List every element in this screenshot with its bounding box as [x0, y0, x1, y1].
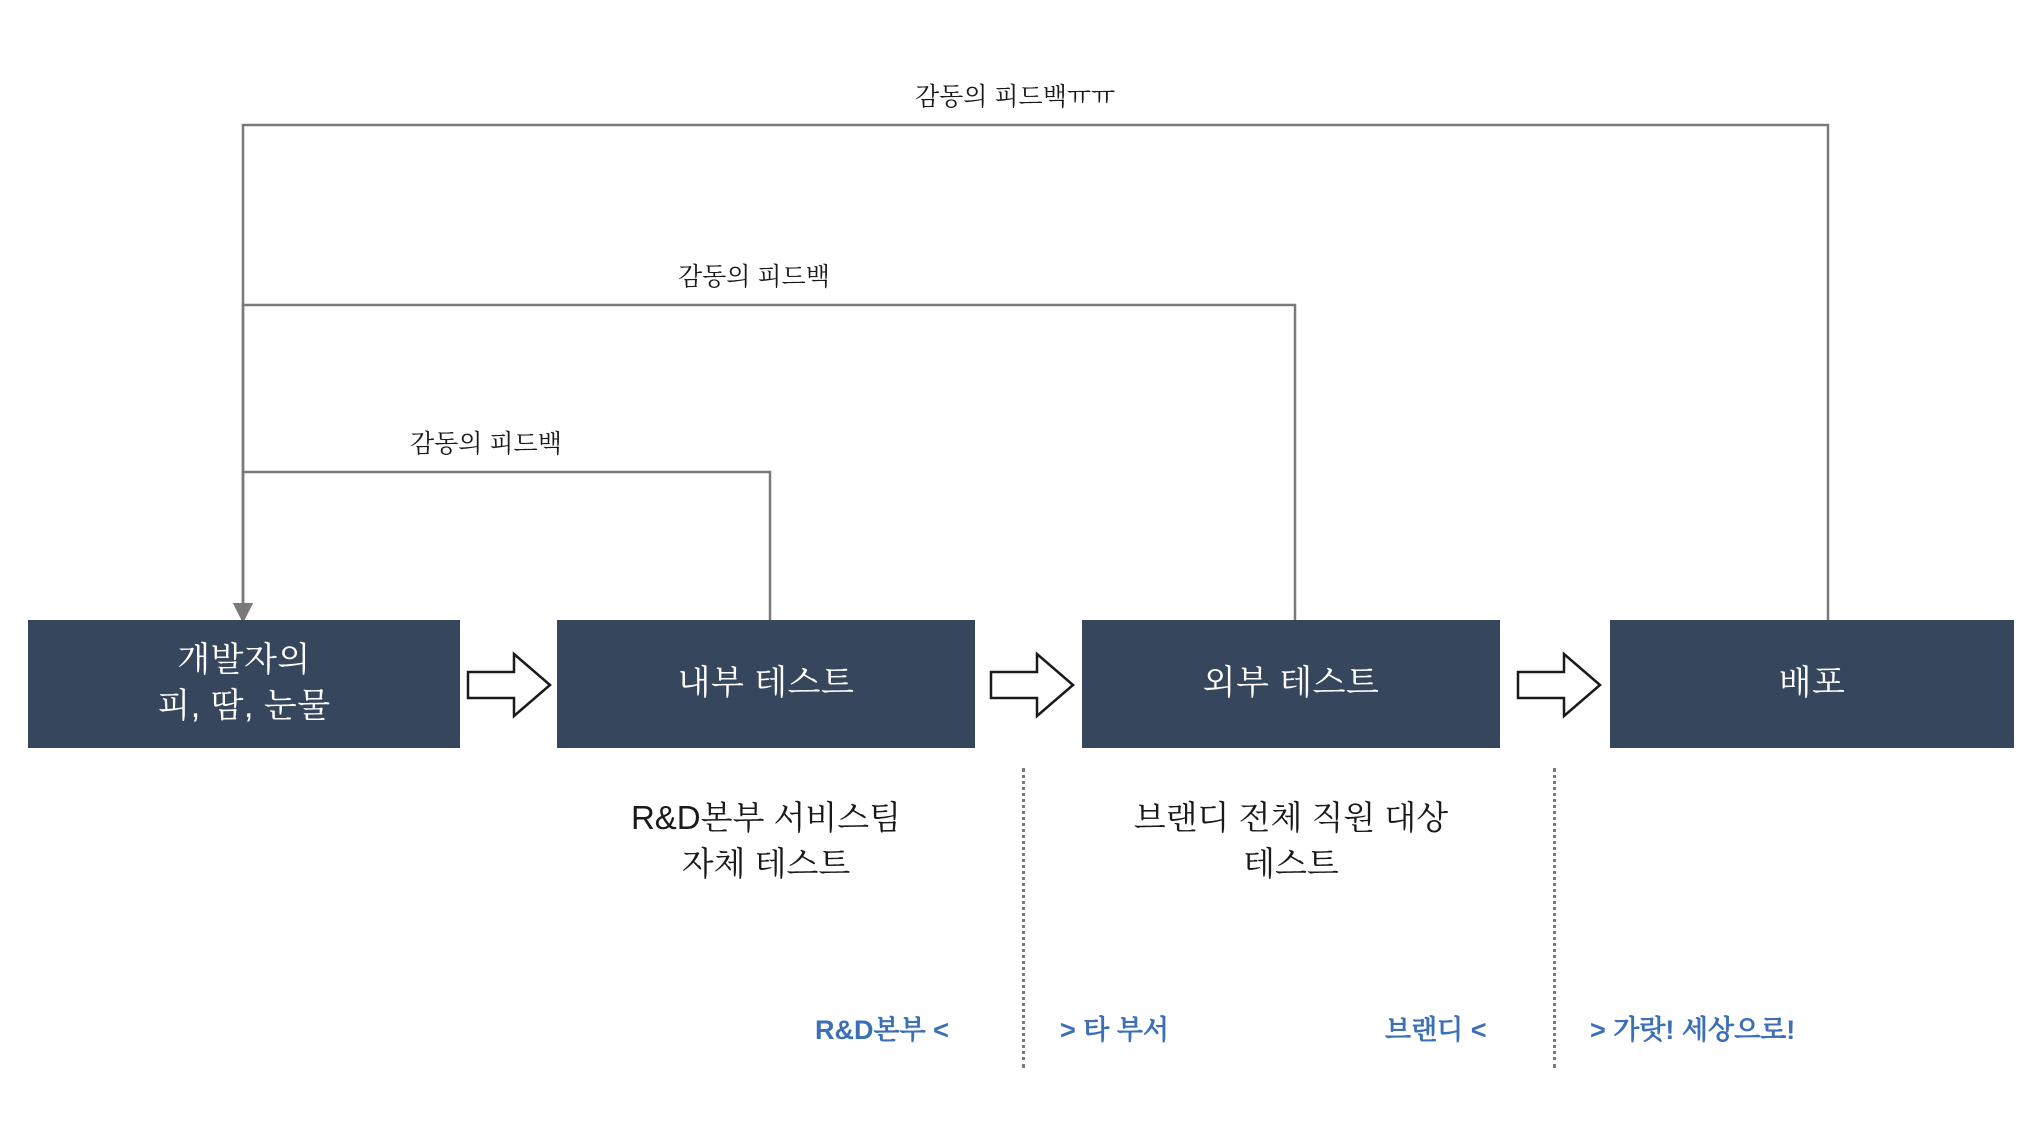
- stage-external-line1: 외부 테스트: [1202, 664, 1380, 703]
- loop-label-external: 감동의 피드백: [666, 257, 842, 293]
- stage-box-developer[interactable]: [28, 620, 460, 748]
- stage-release-line1: 배포: [1778, 664, 1846, 703]
- arrow-internal-to-external-icon: [989, 650, 1075, 720]
- legend-label-brandi: 브랜디 <: [1385, 1015, 1487, 1045]
- loop-label-release: 감동의 피드백ㅠㅠ: [903, 77, 1127, 113]
- caption-internal-line2: 자체 테스트: [681, 845, 851, 883]
- loop-label-internal: 감동의 피드백: [398, 424, 574, 460]
- loop-line-external: [243, 305, 1295, 620]
- stage-box-release[interactable]: [1610, 620, 2014, 748]
- divider-brandi-world: [1553, 768, 1556, 1068]
- caption-internal-line1: R&D본부 서비스팀: [630, 799, 902, 836]
- legend-label-world: > 가랏! 세상으로!: [1590, 1015, 1796, 1045]
- stage-internal-line1: 내부 테스트: [677, 664, 855, 703]
- legend-label-rnd: R&D본부 <: [815, 1015, 949, 1045]
- arrow-dev-to-internal-icon: [466, 650, 552, 720]
- caption-external-line1: 브랜디 전체 직원 대상: [1133, 799, 1449, 836]
- caption-external-line2: 테스트: [1243, 845, 1339, 883]
- stage-developer-line1: 개발자의: [177, 641, 311, 680]
- caption-external-test: [1075, 795, 1507, 887]
- divider-rnd-other: [1022, 768, 1025, 1068]
- arrow-external-to-release-icon: [1516, 650, 1602, 720]
- loop-line-internal: [243, 472, 770, 620]
- stage-box-internal-test[interactable]: [557, 620, 975, 748]
- stage-box-external-test[interactable]: [1082, 620, 1500, 748]
- caption-internal-test: [557, 795, 975, 887]
- stage-developer-line2: 피, 땀, 눈물: [157, 687, 331, 725]
- loop-line-release: [243, 125, 1828, 620]
- legend-label-other-dept: > 타 부서: [1060, 1015, 1170, 1045]
